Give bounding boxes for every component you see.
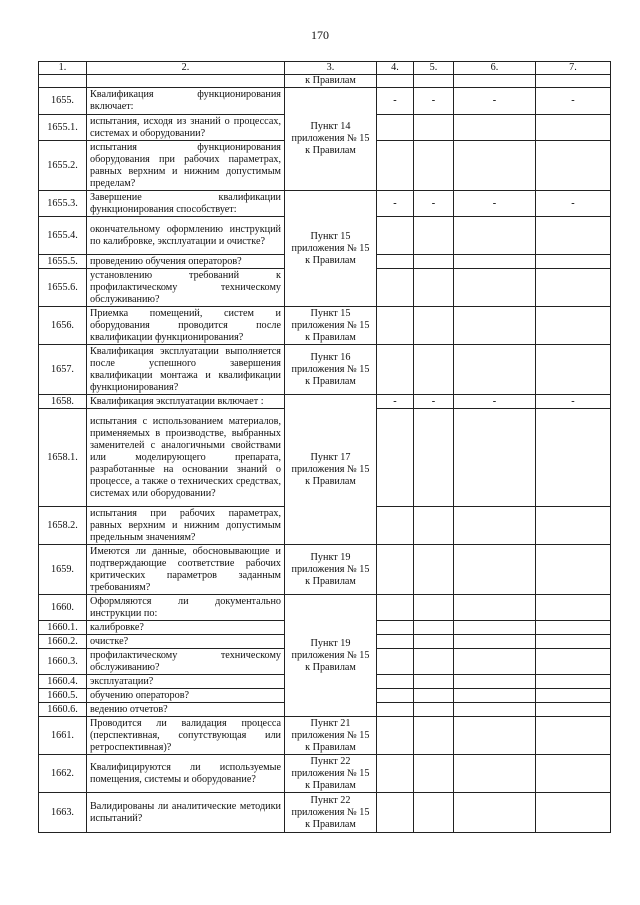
row-reference: Пункт 21 приложения № 15 к Правилам (285, 717, 377, 755)
row-question: Квалификация эксплуатации включает : (87, 395, 285, 409)
col-header-2: 2. (87, 62, 285, 75)
row-number: 1660.2. (39, 635, 87, 649)
col-header-1: 1. (39, 62, 87, 75)
dash-mark: - (536, 395, 611, 409)
table-row (39, 755, 611, 793)
table-row (39, 395, 611, 409)
row-number: 1660.5. (39, 689, 87, 703)
header-row (39, 62, 611, 75)
row-number: 1655.6. (39, 269, 87, 307)
col-header-6: 6. (454, 62, 536, 75)
dash-mark: - (454, 395, 536, 409)
col-header-7: 7. (536, 62, 611, 75)
row-question: обучению операторов? (87, 689, 285, 703)
dash-mark: - (414, 88, 454, 115)
dash-mark: - (414, 395, 454, 409)
table-row (39, 595, 611, 621)
row-question: Имеются ли данные, обосновывающие и подтверждающие соответствие рабочих критических параметров заданным требованиям? (87, 545, 285, 595)
table-row (39, 345, 611, 395)
row-question: проведению обучения операторов? (87, 255, 285, 269)
row-number: 1663. (39, 793, 87, 833)
dash-mark: - (536, 88, 611, 115)
dash-mark: - (377, 88, 414, 115)
row-question: очистке? (87, 635, 285, 649)
row-number: 1657. (39, 345, 87, 395)
continuation-row (39, 75, 611, 88)
row-reference: Пункт 19 приложения № 15 к Правилам (285, 545, 377, 595)
row-question: испытания с использованием материалов, применяемых в производстве, выбранных заменителей с аналогичными свойствами или моделирующего препарата, разработанные на основании знаний о процессе, а также о технических средствах, системах или оборудовании? (87, 409, 285, 507)
table-row (39, 88, 611, 115)
row-question: Квалификация функционирования включает: (87, 88, 285, 115)
row-number: 1660.6. (39, 703, 87, 717)
row-question: испытания, исходя из знаний о процессах, системах и оборудовании? (87, 115, 285, 141)
row-number: 1656. (39, 307, 87, 345)
dash-mark: - (377, 191, 414, 217)
row-question: Квалифицируются ли используемые помещения, системы и оборудование? (87, 755, 285, 793)
row-question: окончательному оформлению инструкций по калибровке, эксплуатации и очистке? (87, 217, 285, 255)
dash-mark: - (377, 395, 414, 409)
row-number: 1660.3. (39, 649, 87, 675)
table-row (39, 191, 611, 217)
row-number: 1655.5. (39, 255, 87, 269)
row-question: Завершение квалификации функционирования способствует: (87, 191, 285, 217)
row-number: 1659. (39, 545, 87, 595)
continuation-ref: к Правилам (285, 75, 377, 88)
row-number: 1661. (39, 717, 87, 755)
row-reference: Пункт 16 приложения № 15 к Правилам (285, 345, 377, 395)
row-reference: Пункт 19 приложения № 15 к Правилам (285, 595, 377, 717)
row-question: Оформляются ли документально инструкции по: (87, 595, 285, 621)
row-number: 1655.2. (39, 141, 87, 191)
row-number: 1655.4. (39, 217, 87, 255)
row-number: 1655. (39, 88, 87, 115)
row-reference: Пункт 15 приложения № 15 к Правилам (285, 307, 377, 345)
row-number: 1660. (39, 595, 87, 621)
row-question: Квалификация эксплуатации выполняется после успешного завершения квалификации монтажа и квалификации функционирования? (87, 345, 285, 395)
row-question: Приемка помещений, систем и оборудования проводится после квалификации функционирования? (87, 307, 285, 345)
row-reference: Пункт 22 приложения № 15 к Правилам (285, 755, 377, 793)
row-question: профилактическому техническому обслуживанию? (87, 649, 285, 675)
page-number: 170 (311, 28, 329, 42)
row-number: 1655.3. (39, 191, 87, 217)
row-reference: Пункт 22 приложения № 15 к Правилам (285, 793, 377, 833)
row-question: испытания при рабочих параметрах, равных верхним и нижним допустимым предельным значениям? (87, 507, 285, 545)
col-header-4: 4. (377, 62, 414, 75)
row-question: калибровке? (87, 621, 285, 635)
row-question: испытания функционирования оборудования при рабочих параметрах, равных верхним и нижним допустимым пределам? (87, 141, 285, 191)
row-reference: Пункт 14 приложения № 15 к Правилам (285, 88, 377, 191)
dash-mark: - (454, 88, 536, 115)
table-row (39, 717, 611, 755)
row-question: Валидированы ли аналитические методики испытаний? (87, 793, 285, 833)
row-question: установлению требований к профилактическому техническому обслуживанию? (87, 269, 285, 307)
table-row (39, 307, 611, 345)
row-question: Проводится ли валидация процесса (перспективная, сопутствующая или ретроспективная)? (87, 717, 285, 755)
row-reference: Пункт 15 приложения № 15 к Правилам (285, 191, 377, 307)
dash-mark: - (414, 191, 454, 217)
row-number: 1658. (39, 395, 87, 409)
row-question: эксплуатации? (87, 675, 285, 689)
row-reference: Пункт 17 приложения № 15 к Правилам (285, 395, 377, 545)
row-number: 1658.2. (39, 507, 87, 545)
row-number: 1660.4. (39, 675, 87, 689)
dash-mark: - (454, 191, 536, 217)
row-number: 1655.1. (39, 115, 87, 141)
dash-mark: - (536, 191, 611, 217)
row-number: 1662. (39, 755, 87, 793)
checklist-table (38, 61, 611, 833)
row-question: ведению отчетов? (87, 703, 285, 717)
table-row (39, 793, 611, 833)
row-number: 1660.1. (39, 621, 87, 635)
row-number: 1658.1. (39, 409, 87, 507)
col-header-3: 3. (285, 62, 377, 75)
table-row (39, 545, 611, 595)
col-header-5: 5. (414, 62, 454, 75)
